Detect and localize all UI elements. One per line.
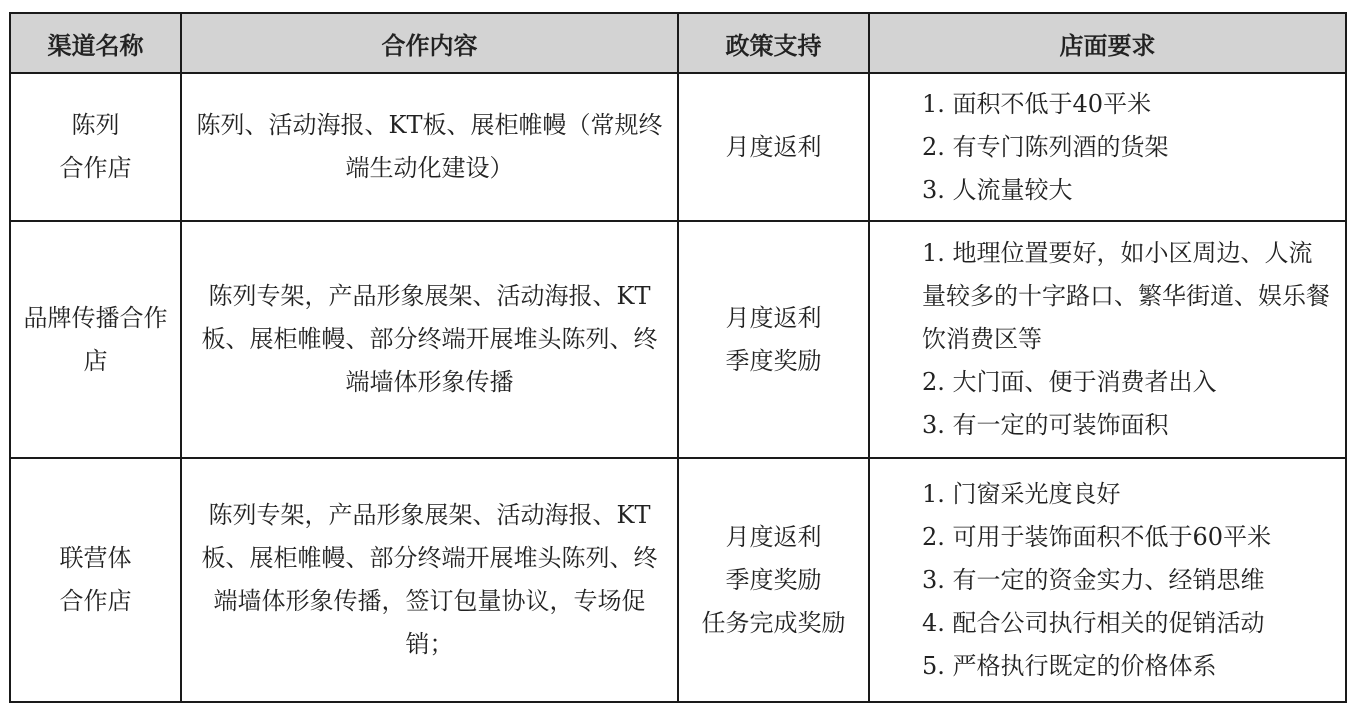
requirement-item: 5. 严格执行既定的价格体系 bbox=[922, 651, 1217, 680]
cooperation-content-text: 陈列、活动海报、KT板、展柜帷幔（常规终端生动化建设） bbox=[196, 111, 663, 182]
policy-item: 月度返利 bbox=[725, 132, 822, 161]
requirements-list bbox=[870, 473, 1345, 688]
store-requirements-cell bbox=[869, 73, 1346, 221]
channel-name-cell bbox=[10, 221, 181, 458]
table-header-row bbox=[10, 13, 1346, 73]
cooperation-content-cell bbox=[181, 221, 678, 458]
table-row bbox=[10, 221, 1346, 458]
requirement-item: 2. 大门面、便于消费者出入 bbox=[922, 368, 1217, 396]
cooperation-content-cell bbox=[181, 73, 678, 221]
store-requirements-cell bbox=[869, 221, 1346, 458]
policy-item: 月度返利 bbox=[725, 303, 822, 332]
requirement-item: 3. 有一定的可装饰面积 bbox=[922, 411, 1169, 439]
policy-support-cell bbox=[678, 221, 869, 458]
channel-name-cell bbox=[10, 458, 181, 702]
requirement-item: 1. 地理位置要好，如小区周边、人流量较多的十字路口、繁华街道、娱乐餐饮消费区等 bbox=[922, 239, 1330, 353]
requirement-item: 2. 有专门陈列酒的货架 bbox=[922, 132, 1169, 161]
policy-item: 季度奖励 bbox=[725, 346, 822, 375]
cooperation-content-cell bbox=[181, 458, 678, 702]
store-requirements-cell bbox=[869, 458, 1346, 702]
requirements-list bbox=[870, 83, 1345, 212]
requirement-item: 3. 有一定的资金实力、经销思维 bbox=[922, 565, 1265, 594]
cooperation-content-text: 陈列专架，产品形象展架、活动海报、KT板、展柜帷幔、部分终端开展堆头陈列、终端墙体形象传播，签订包量协议，专场促销； bbox=[201, 501, 658, 658]
channel-name-line: 品牌传播合作店 bbox=[23, 303, 168, 375]
channel-cooperation-table bbox=[9, 12, 1347, 703]
requirement-item: 2. 可用于装饰面积不低于60平米 bbox=[922, 522, 1272, 551]
requirement-item: 4. 配合公司执行相关的促销活动 bbox=[922, 608, 1265, 637]
policy-support-cell bbox=[678, 458, 869, 702]
requirement-item: 3. 人流量较大 bbox=[922, 175, 1073, 204]
header-policy-support: 政策支持 bbox=[678, 13, 869, 73]
channel-name-line: 合作店 bbox=[59, 587, 132, 615]
cooperation-content-text: 陈列专架，产品形象展架、活动海报、KT板、展柜帷幔、部分终端开展堆头陈列、终端墙体形象传播 bbox=[201, 282, 658, 396]
policy-item: 季度奖励 bbox=[725, 565, 822, 594]
header-store-requirements: 店面要求 bbox=[869, 13, 1346, 73]
table-row bbox=[10, 73, 1346, 221]
channel-name-cell bbox=[10, 73, 181, 221]
channel-name-line: 合作店 bbox=[59, 154, 132, 182]
table-row bbox=[10, 458, 1346, 702]
requirement-item: 1. 面积不低于40平米 bbox=[922, 89, 1152, 118]
policy-item: 任务完成奖励 bbox=[701, 608, 846, 637]
header-cooperation-content: 合作内容 bbox=[181, 13, 678, 73]
requirement-item: 1. 门窗采光度良好 bbox=[922, 479, 1121, 508]
channel-name-line: 陈列 bbox=[71, 111, 120, 139]
channel-name-line: 联营体 bbox=[59, 544, 132, 572]
requirements-list bbox=[870, 232, 1345, 447]
policy-support-cell bbox=[678, 73, 869, 221]
header-channel-name: 渠道名称 bbox=[10, 13, 181, 73]
policy-item: 月度返利 bbox=[725, 522, 822, 551]
